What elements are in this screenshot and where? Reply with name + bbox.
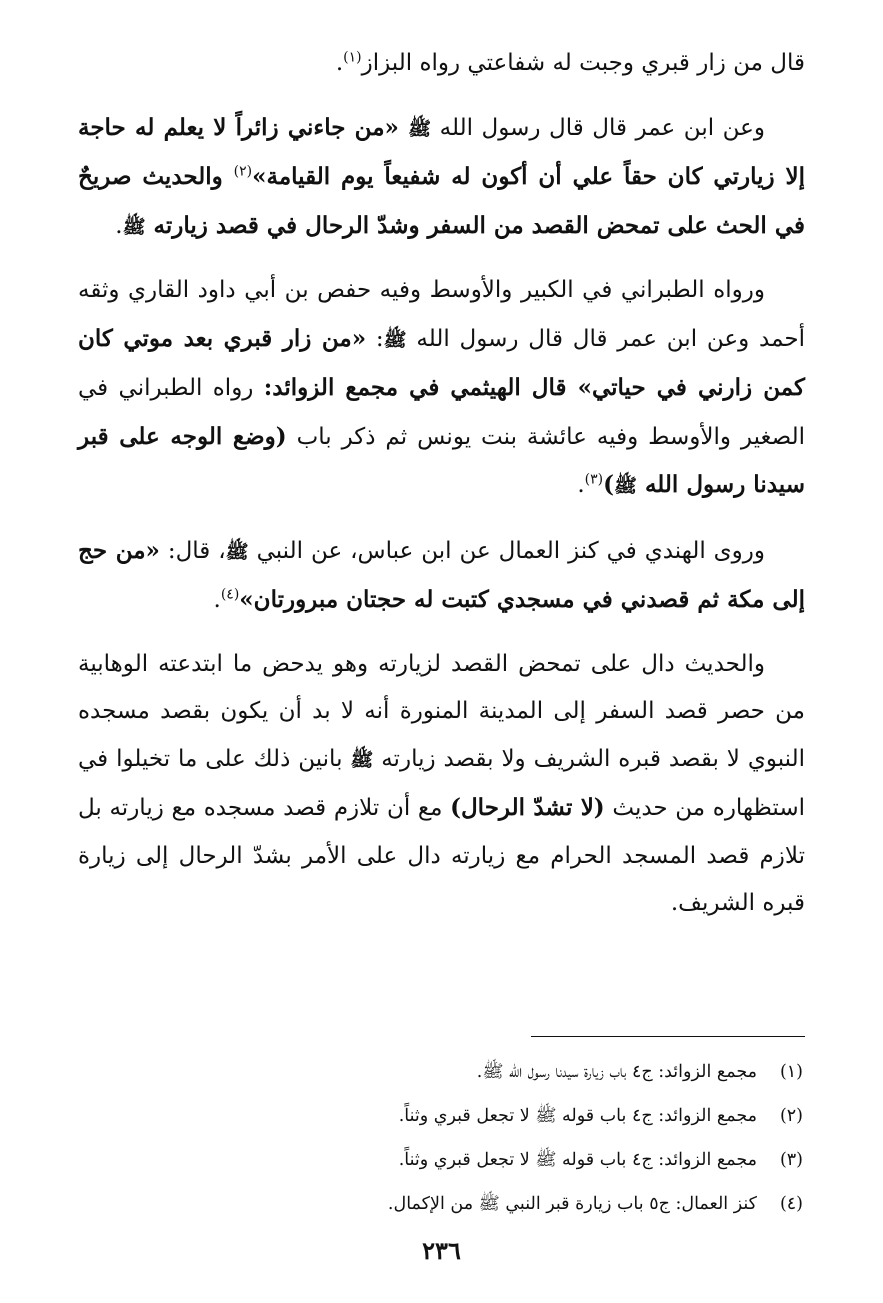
footnote-number: (٤): [779, 1194, 803, 1214]
footnote-text: مجمع الزوائد: ج٤ باب قوله ﷺ لا تجعل قبري وثناً.: [398, 1106, 757, 1126]
salutation-glyph: ﷺ: [408, 117, 432, 140]
footnote-ref-4: (٤): [220, 586, 240, 603]
hadith-quote: «من جاءني زائراً لا يعلم له حاجة إلا زيارتي كان حقاً علي أن أكون له شفيعاً يوم القيامة»: [78, 113, 805, 190]
chapter-title: (وضع الوجه على قبر سيدنا رسول الله: [78, 422, 805, 498]
paragraph-3: [78, 267, 805, 511]
paragraph-text: قال من زار قبري وجبت له شفاعتي رواه البزاز: [361, 50, 805, 76]
paragraph-text: مع أن تلازم قصد مسجده مع زيارته بل تلازم قصد المسجد الحرام مع زيارته دال على الأمر بشدّ الرحال إلى زيارة قبره الشريف.: [78, 795, 805, 916]
paragraph-text: ورواه الطبراني في الكبير والأوسط وفيه حفص بن أبي داود القاري وثقه أحمد وعن ابن عمر قال قال رسول الله: [78, 277, 805, 352]
paragraph-text: .: [577, 472, 585, 498]
footnotes: [83, 1050, 803, 1226]
salutation-glyph: ﷺ: [614, 475, 637, 497]
footnote-item: [83, 1182, 803, 1226]
salutation-glyph: ﷺ: [225, 540, 249, 563]
paragraph-text: رواه الطبراني في الصغير والأوسط وفيه عائشة بنت يونس ثم ذكر باب: [78, 375, 805, 450]
footnote-text: مجمع الزوائد: ج٤ باب قوله ﷺ لا تجعل قبري وثناً.: [398, 1150, 757, 1170]
paragraph-text: وروى الهندي في كنز العمال عن ابن عباس، عن النبي: [248, 537, 765, 564]
paragraph-text: :: [366, 325, 384, 352]
page-number: ٢٣٦: [422, 1236, 461, 1265]
paragraph-text: والحديث دال على تمحض القصد لزيارته وهو يدحض ما ابتدعته الوهابية من حصر قصد السفر إلى المدينة المنورة أنه لا بد أن يكون بقصد مسجده النبوي لا بقصد قبره الشريف ولا بقصد زيارته: [78, 650, 805, 772]
chapter-title: ): [603, 471, 615, 498]
paragraph-text: .: [115, 212, 123, 239]
footnote-number: (١): [779, 1062, 803, 1082]
footnote-item: [83, 1138, 803, 1182]
bold-commentary: والحديث صريحٌ في الحث على تمحض القصد من السفر وشدّ الرحال في قصد زيارته: [78, 163, 805, 239]
footnote-number: (٢): [779, 1106, 803, 1126]
footnote-ref-3: (٣): [584, 471, 604, 488]
footnote-number: (٣): [779, 1150, 803, 1170]
salutation-glyph: ﷺ: [350, 748, 374, 771]
quoted-hadith-phrase: (لا تشدّ الرحال): [450, 794, 605, 821]
paragraph-4: [78, 527, 805, 625]
footnote-item: [83, 1094, 803, 1138]
paragraph-2: [78, 104, 805, 252]
paragraph-text: بانين ذلك على ما تخيلوا في استظهاره من حديث: [78, 745, 806, 821]
footnote-ref-1: (١): [343, 49, 362, 66]
hadith-quote: «من زار قبري بعد موتي كان كمن زارني في حياتي» قال الهيثمي في مجمع الزوائد:: [78, 324, 805, 401]
hadith-quote: «من حج إلى مكة ثم قصدني في مسجدي كتبت له حجتان مبرورتان»: [78, 536, 805, 613]
footnote-divider: [531, 1036, 805, 1037]
paragraph-5: [78, 641, 805, 928]
paragraph-1: [78, 40, 805, 88]
footnote-item: [83, 1050, 803, 1094]
footnote-text: مجمع الزوائد: ج٤ باب زيارة سيدنا رسول الله ﷺ.: [476, 1062, 757, 1082]
salutation-glyph: ﷺ: [383, 328, 407, 351]
salutation-glyph: ﷺ: [122, 215, 146, 238]
paragraph-text: وعن ابن عمر قال قال رسول الله: [431, 114, 765, 141]
paragraph-text: .: [335, 50, 344, 76]
footnote-text: كنز العمال: ج٥ باب زيارة قبر النبي ﷺ من الإكمال.: [387, 1194, 757, 1214]
paragraph-text: ، قال:: [159, 537, 226, 564]
footnote-ref-2: (٢): [233, 163, 253, 180]
paragraph-text: .: [213, 587, 221, 613]
